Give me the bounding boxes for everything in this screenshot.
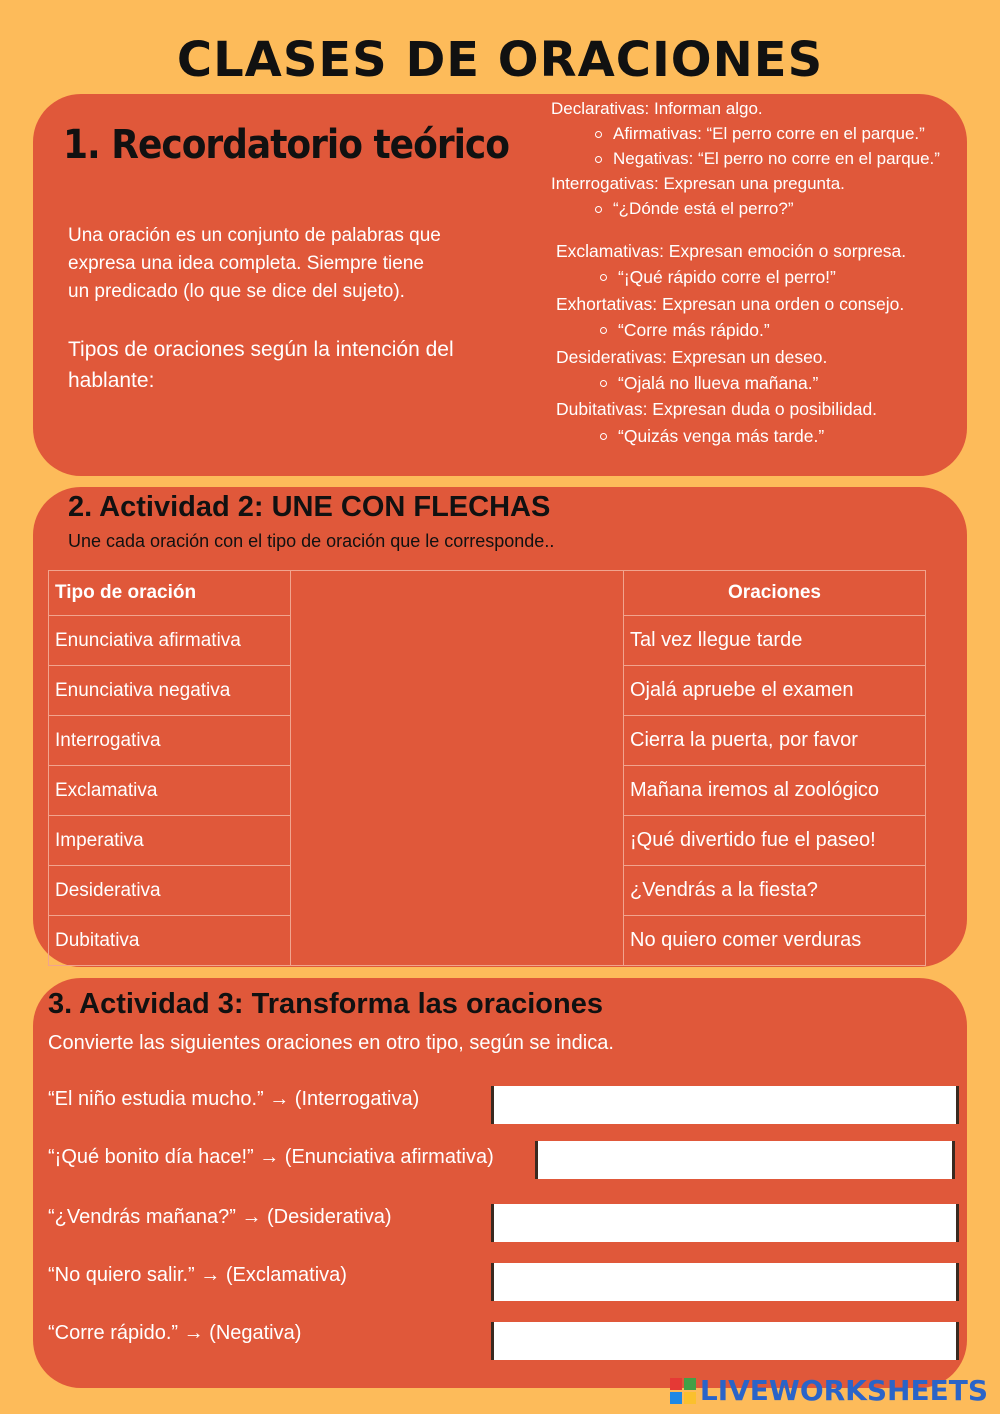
match-oracion[interactable]: Ojalá apruebe el examen — [624, 666, 926, 716]
matching-table — [48, 570, 926, 966]
intro-types-text: Tipos de oraciones según la intención del hablante: — [68, 338, 454, 392]
match-oracion[interactable]: ¿Vendrás a la fiesta? — [624, 866, 926, 916]
table-header-row — [49, 571, 926, 616]
activity2-panel — [33, 487, 967, 967]
col-header-oraciones: Oraciones — [624, 571, 926, 616]
type-item: Exhortativas: Expresan una orden o consejo. — [556, 293, 905, 314]
transform-prompt: “¡Qué bonito día hace!” → (Enunciativa afirmativa) — [48, 1146, 494, 1168]
match-tipo[interactable]: Enunciativa negativa — [49, 666, 291, 716]
intro-text: Una oración es un conjunto de palabras que expresa una idea completa. Siempre tiene un predicado (lo que se dice del sujeto). — [68, 225, 441, 302]
match-tipo[interactable]: Imperativa — [49, 816, 291, 866]
section1-heading: 1. Recordatorio teórico — [63, 122, 509, 168]
match-tipo[interactable]: Exclamativa — [49, 766, 291, 816]
type-example: Afirmativas: “El perro corre en el parque.” — [551, 121, 940, 146]
match-oracion[interactable]: No quiero comer verduras — [624, 916, 926, 966]
transform-prompt: “Corre rápido.” → (Negativa) — [48, 1322, 302, 1344]
match-oracion[interactable]: Cierra la puerta, por favor — [624, 716, 926, 766]
theory-panel — [33, 94, 967, 476]
answer-field[interactable] — [491, 1322, 959, 1360]
transform-prompt: “¿Vendrás mañana?” → (Desiderativa) — [48, 1206, 392, 1228]
match-tipo[interactable]: Enunciativa afirmativa — [49, 616, 291, 666]
type-item: Interrogativas: Expresan una pregunta. — [551, 174, 845, 193]
answer-field[interactable] — [491, 1204, 959, 1242]
col-header-tipo: Tipo de oración — [49, 571, 291, 616]
type-item: Dubitativas: Expresan duda o posibilidad. — [556, 399, 878, 420]
types-list-bottom — [556, 238, 906, 449]
match-tipo[interactable]: Desiderativa — [49, 866, 291, 916]
match-oracion[interactable]: ¡Qué divertido fue el paseo! — [624, 816, 926, 866]
section3-heading: 3. Actividad 3: Transforma las oraciones — [48, 988, 603, 1020]
type-example: Negativas: “El perro no corre en el parque.” — [551, 146, 940, 171]
page-title: CLASES DE ORACIONES — [176, 32, 824, 88]
type-example: “¡Qué rápido corre el perro!” — [556, 264, 906, 290]
match-tipo[interactable]: Dubitativa — [49, 916, 291, 966]
liveworksheets-logo — [670, 1374, 988, 1407]
types-list-top — [551, 96, 940, 221]
type-item: Exclamativas: Expresan emoción o sorpresa. — [556, 241, 907, 261]
section2-subtitle: Une cada oración con el tipo de oración que le corresponde.. — [68, 531, 555, 551]
type-example: “Ojalá no llueva mañana.” — [556, 370, 906, 396]
type-item: Declarativas: Informan algo. — [551, 99, 763, 118]
match-tipo[interactable]: Interrogativa — [49, 716, 291, 766]
answer-field[interactable] — [491, 1263, 959, 1301]
transform-prompt: “El niño estudia mucho.” → (Interrogativa) — [48, 1088, 420, 1110]
arrow-drawing-area[interactable] — [291, 571, 624, 966]
section2-heading: 2. Actividad 2: UNE CON FLECHAS — [68, 491, 551, 523]
answer-field[interactable] — [535, 1141, 955, 1179]
section3-subtitle: Convierte las siguientes oraciones en otro tipo, según se indica. — [48, 1032, 614, 1054]
type-example: “Quizás venga más tarde.” — [556, 423, 906, 449]
type-item: Desiderativas: Expresan un deseo. — [556, 346, 828, 367]
type-example: “¿Dónde está el perro?” — [551, 196, 940, 221]
activity3-panel — [33, 978, 967, 1388]
match-oracion[interactable]: Mañana iremos al zoológico — [624, 766, 926, 816]
match-oracion[interactable]: Tal vez llegue tarde — [624, 616, 926, 666]
brand-name: LIVEWORKSHEETS — [699, 1374, 988, 1407]
type-example: “Corre más rápido.” — [556, 317, 906, 343]
logo-icon — [670, 1378, 696, 1404]
answer-field[interactable] — [491, 1086, 959, 1124]
transform-prompt: “No quiero salir.” → (Exclamativa) — [48, 1264, 347, 1286]
